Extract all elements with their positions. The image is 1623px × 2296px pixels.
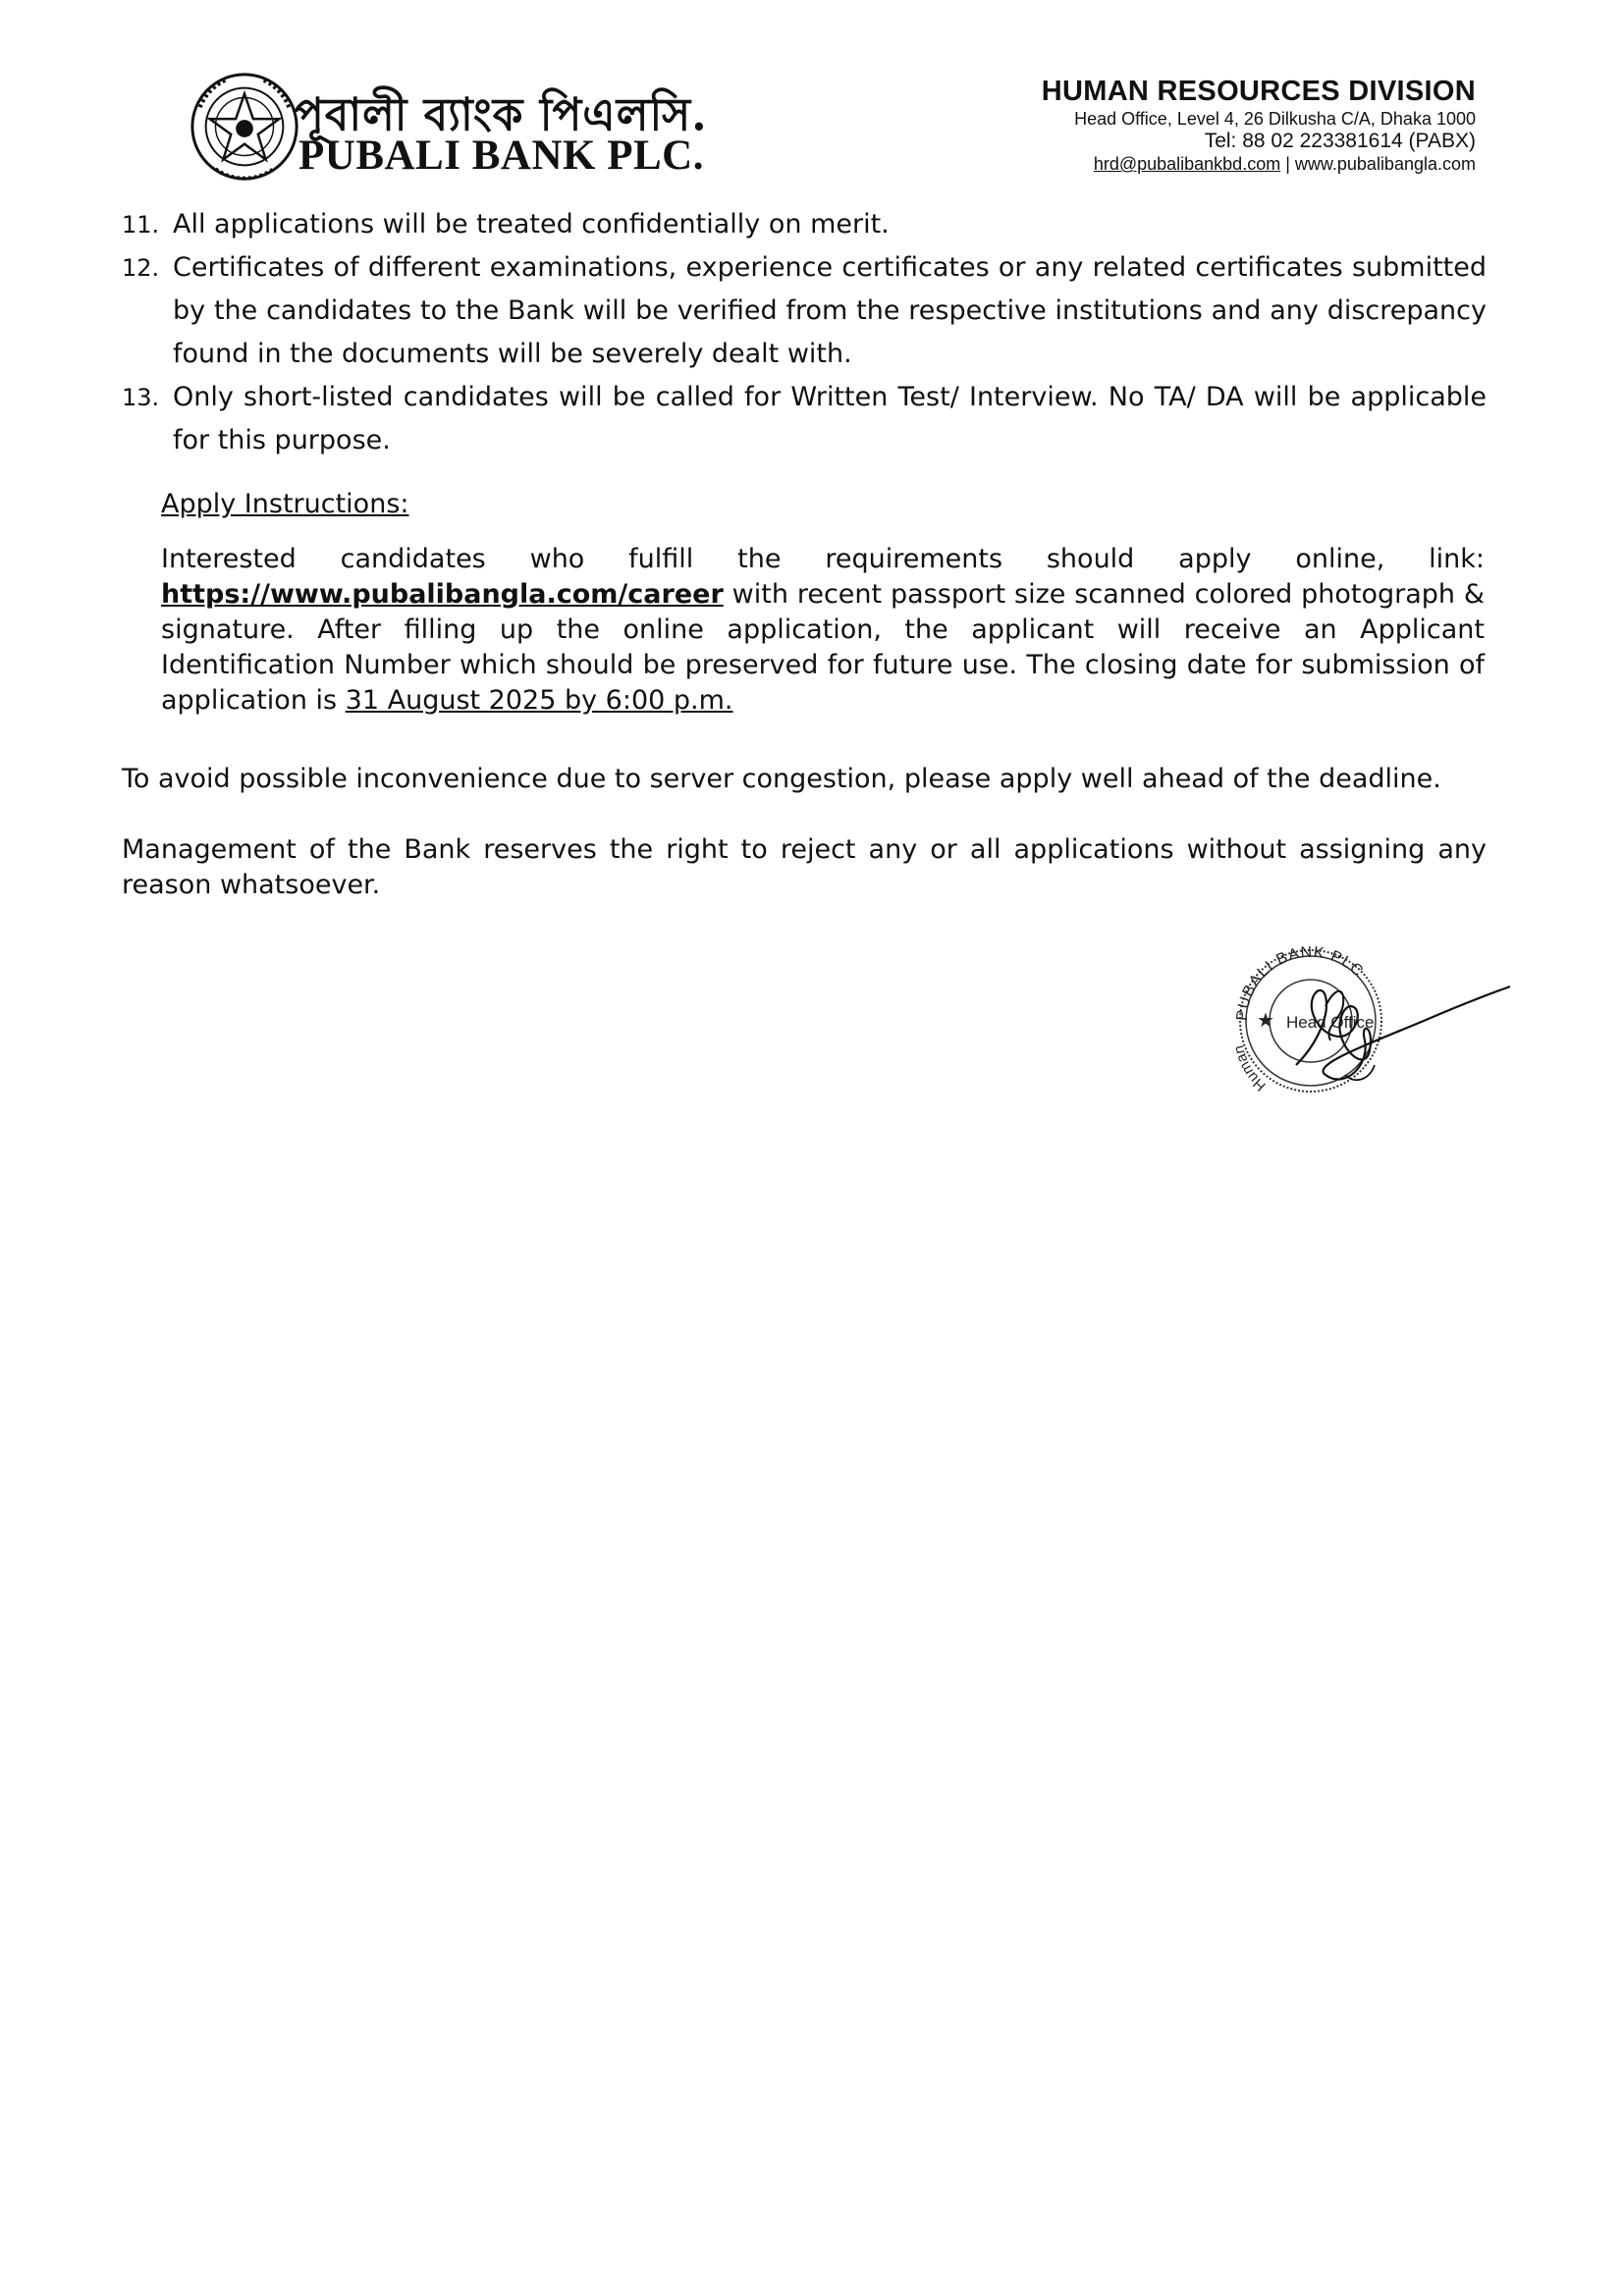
congestion-note: To avoid possible inconvenience due to server congestion, please apply well ahead of the deadline. [122,764,1441,794]
bank-name-bengali: পূবালী ব্যাংক পিএলসি. [295,88,708,142]
contact-links [1042,153,1476,175]
contact-separator: | [1280,154,1295,174]
list-item-text: Only short-listed candidates will be called for Written Test/ Interview. No TA/ DA will be applicable for this purpose. [173,382,1487,455]
list-item-number: 13. [122,384,160,411]
svg-text:PUBALI BANK PLC [1234,944,1367,1022]
list-item-text: All applications will be treated confidentially on merit. [173,209,890,240]
apply-instructions-paragraph [161,542,1485,719]
email-link[interactable]: hrd@pubalibankbd.com [1093,154,1281,174]
svg-text:★: ★ [1257,1010,1274,1032]
closing-deadline: 31 August 2025 by 6:00 p.m. [345,685,733,716]
career-link[interactable]: https://www.pubalibangla.com/career [161,579,724,610]
website-link[interactable]: www.pubalibangla.com [1294,154,1476,174]
svg-text:Human [1230,1043,1269,1094]
official-stamp-signature [1198,928,1512,1114]
apply-instructions-heading: Apply Instructions: [161,489,409,519]
division-contact-block [1042,75,1476,175]
list-item [122,246,1487,376]
list-item-number: 12. [122,254,160,282]
office-address: Head Office, Level 4, 26 Dilkusha C/A, Dhaka 1000 [1074,109,1476,129]
apply-text-before-link: Interested candidates who fulfill the requirements should apply online, link: [161,544,1485,574]
list-item-text: Certificates of different examinations, experience certificates or any related certificates submitted by the candidates to the Bank will be verified from the respective institutions and any discrepancy found in the documents will be severely dealt with. [173,252,1487,369]
stamp-ring-left: Human [1230,1043,1270,1095]
division-title: HUMAN RESOURCES DIVISION [1041,76,1476,107]
telephone: Tel: 88 02 223381614 (PABX) [1204,130,1476,152]
apply-text-after-link: with recent passport size scanned colored photograph & signature. After filling up the online application, the applicant will receive an Applicant Identification Number which should be preserved for future use. The closing date for submission of application is [161,579,1485,716]
reservation-note: Management of the Bank reserves the right to reject any or all applications without assigning any reason whatsoever. [122,834,1487,900]
numbered-list [122,203,1487,462]
stamp-center-text: Head Office [1286,1013,1375,1032]
list-item-number: 11. [122,211,160,239]
bank-logo-icon [187,69,302,185]
list-item [122,203,1487,246]
stamp-ring-top: PUBALI BANK PLC [1233,943,1367,1022]
list-item [122,376,1487,462]
bank-name-english: PUBALI BANK PLC. [298,133,704,179]
